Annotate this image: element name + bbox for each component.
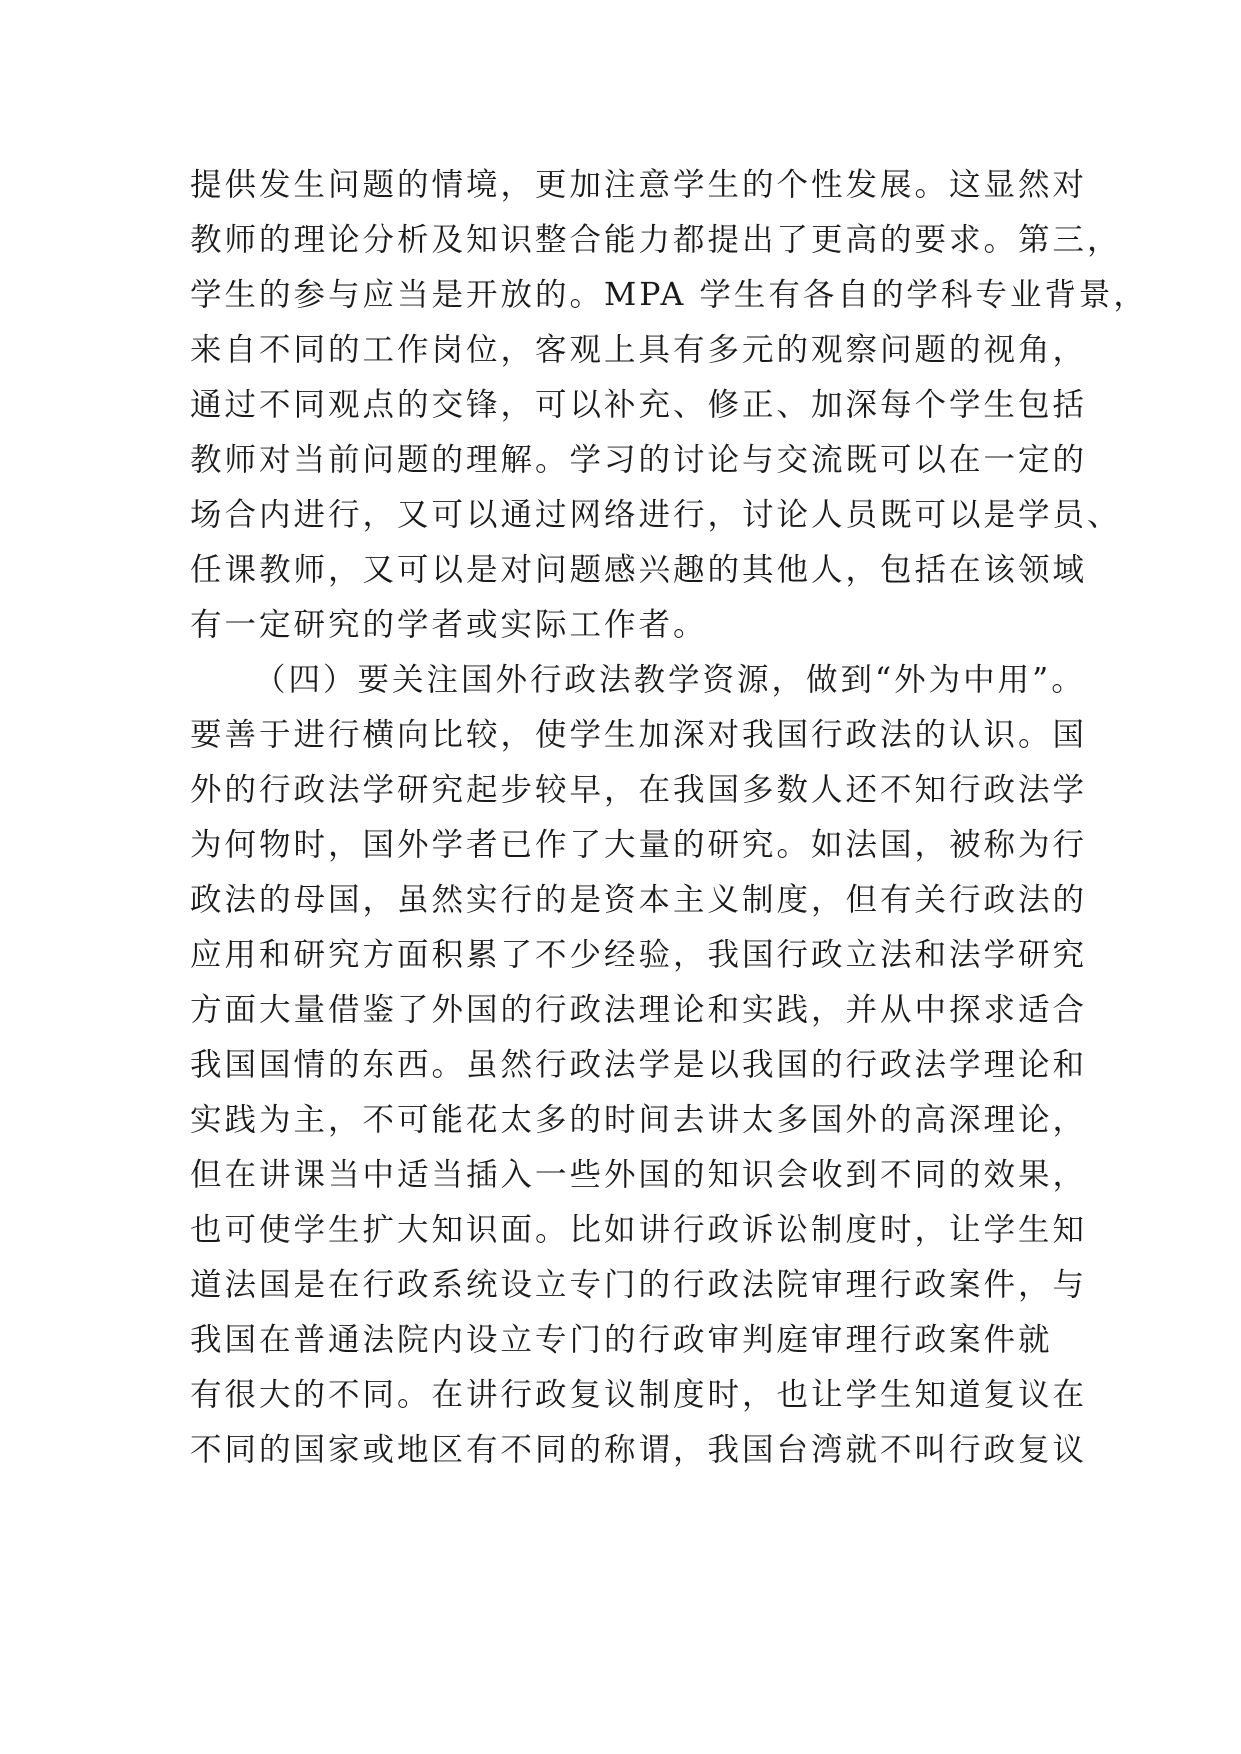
text-line: 通过不同观点的交锋，可以补充、修正、加深每个学生包括: [190, 387, 1088, 423]
text-line: 场合内进行，又可以通过网络进行，讨论人员既可以是学员、: [190, 497, 1122, 533]
text-line: 我国国情的东西。虽然行政法学是以我国的行政法学理论和: [190, 1047, 1088, 1083]
text-line: 也可使学生扩大知识面。比如讲行政诉讼制度时，让学生知: [190, 1212, 1088, 1248]
paragraph-2: [190, 653, 1090, 1478]
text-line: 实践为主，不可能花太多的时间去讲太多国外的高深理论，: [190, 1102, 1088, 1138]
text-line: 教师对当前问题的理解。学习的讨论与交流既可以在一定的: [190, 442, 1088, 478]
text-line: 应用和研究方面积累了不少经验，我国行政立法和法学研究: [190, 937, 1088, 973]
paragraph-heading-line: （四）要关注国外行政法教学资源，做到“外为中用”。: [254, 662, 1086, 698]
text-line: 政法的母国，虽然实行的是资本主义制度，但有关行政法的: [190, 882, 1088, 918]
text-line: 外的行政法学研究起步较早，在我国多数人还不知行政法学: [190, 772, 1088, 808]
text-line: 有很大的不同。在讲行政复议制度时，也让学生知道复议在: [190, 1377, 1088, 1413]
text-line: 学生的参与应当是开放的。MPA 学生有各自的学科专业背景，: [190, 277, 1148, 313]
text-line: 来自不同的工作岗位，客观上具有多元的观察问题的视角，: [190, 332, 1088, 368]
text-line: 我国在普通法院内设立专门的行政审判庭审理行政案件就: [190, 1322, 1053, 1358]
text-line: 提供发生问题的情境，更加注意学生的个性发展。这显然对: [190, 167, 1088, 203]
text-line: 方面大量借鉴了外国的行政法理论和实践，并从中探求适合: [190, 992, 1088, 1028]
text-line: 道法国是在行政系统设立专门的行政法院审理行政案件，与: [190, 1267, 1088, 1303]
text-line: 要善于进行横向比较，使学生加深对我国行政法的认识。国: [190, 717, 1088, 753]
text-line: 不同的国家或地区有不同的称谓，我国台湾就不叫行政复议: [190, 1432, 1088, 1468]
body-text: [190, 158, 1148, 1478]
paragraph-1: [190, 158, 1148, 653]
text-line: 为何物时，国外学者已作了大量的研究。如法国，被称为行: [190, 827, 1088, 863]
text-line: 任课教师，又可以是对问题感兴趣的其他人，包括在该领域: [190, 552, 1088, 588]
text-line: 有一定研究的学者或实际工作者。: [190, 607, 708, 643]
text-line: 教师的理论分析及知识整合能力都提出了更高的要求。第三，: [190, 222, 1122, 258]
text-line: 但在讲课当中适当插入一些外国的知识会收到不同的效果，: [190, 1157, 1088, 1193]
